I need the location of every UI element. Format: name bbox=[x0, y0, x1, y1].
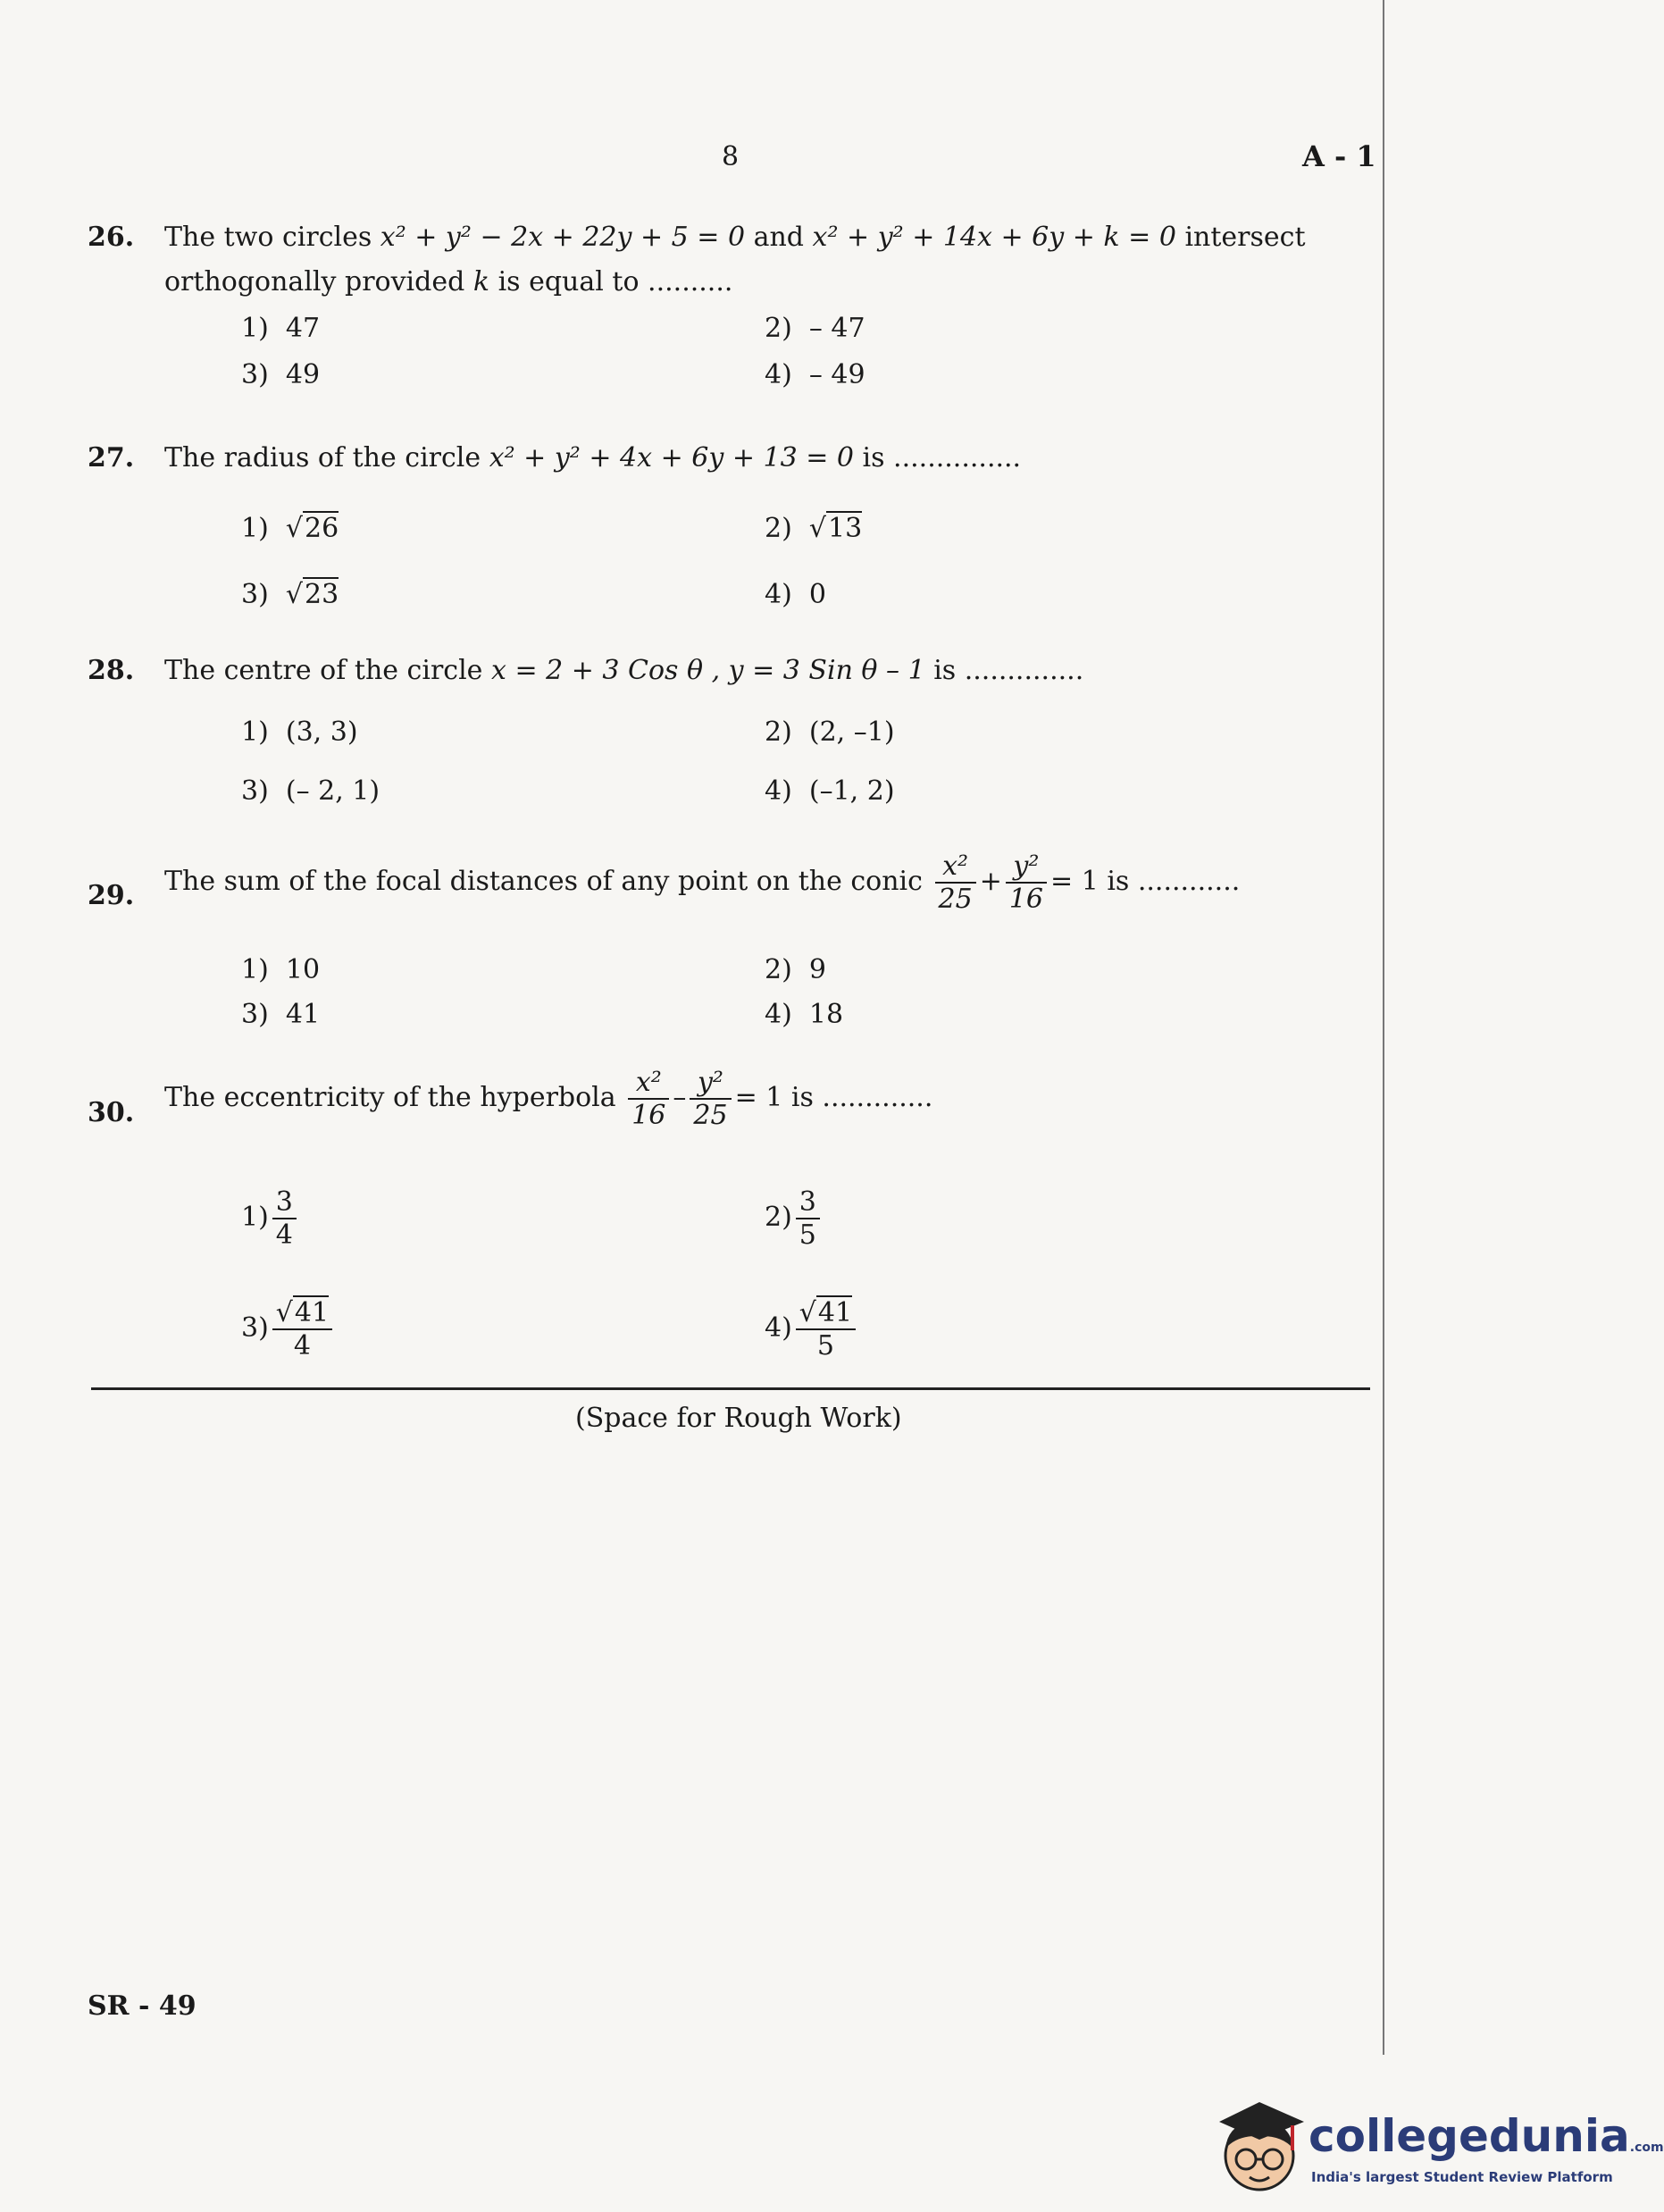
fraction: $\frac{\text{y²}}{25}$ bbox=[690, 1067, 731, 1131]
option: 3) √23 bbox=[241, 579, 339, 610]
fraction: $\frac{\text{x²}}{16}$ bbox=[628, 1067, 669, 1131]
option: 3) 49 bbox=[241, 359, 321, 390]
option: 4) (–1, 2) bbox=[765, 775, 895, 807]
equation: x² + y² − 2x + 22y + 5 = 0 bbox=[380, 222, 746, 253]
option: 4) $\frac{√41}{5}$ bbox=[765, 1297, 859, 1362]
question-number: 27. bbox=[88, 442, 135, 473]
option: 4) 18 bbox=[765, 999, 844, 1030]
option: 3) 41 bbox=[241, 999, 321, 1030]
logo-wordmark: collegedunia.com bbox=[1309, 2110, 1664, 2162]
question-number: 30. bbox=[88, 1097, 135, 1128]
option: 4) 0 bbox=[765, 579, 826, 610]
option: 3) $\frac{√41}{4}$ bbox=[241, 1297, 336, 1362]
fraction: $\frac{\text{y²}}{16}$ bbox=[1006, 850, 1047, 915]
question-text: The two circles x² + y² − 2x + 22y + 5 = 0 and x² + y² + 14x + 6y + k = 0 intersect bbox=[164, 222, 1306, 253]
question-text: The eccentricity of the hyperbola $\frac{\text{x²}}{16}$ – $\frac{\text{y²}}{25}$ = 1 is ............. bbox=[164, 1067, 933, 1131]
option: 2) 9 bbox=[765, 954, 826, 985]
option: 2) – 47 bbox=[765, 313, 865, 344]
option: 1) $\frac{3}{4}$ bbox=[241, 1186, 300, 1251]
option: 1) √26 bbox=[241, 513, 339, 544]
option: 3) (– 2, 1) bbox=[241, 775, 380, 807]
fraction: $\frac{3}{5}$ bbox=[796, 1186, 820, 1251]
option: 4) – 49 bbox=[765, 359, 865, 390]
question-number: 26. bbox=[88, 222, 135, 253]
footer-code: SR - 49 bbox=[88, 1990, 197, 2022]
option: 1) (3, 3) bbox=[241, 716, 358, 748]
question-number: 28. bbox=[88, 655, 135, 686]
option: 2) √13 bbox=[765, 513, 863, 544]
paper-code: A - 1 bbox=[1302, 139, 1376, 173]
option: 1) 10 bbox=[241, 954, 321, 985]
fraction: $\frac{√41}{4}$ bbox=[272, 1297, 332, 1362]
option: 2) $\frac{3}{5}$ bbox=[765, 1186, 824, 1251]
fraction: $\frac{√41}{5}$ bbox=[796, 1297, 856, 1362]
divider bbox=[91, 1387, 1370, 1390]
option: 2) (2, –1) bbox=[765, 716, 895, 748]
question-text: The sum of the focal distances of any point on the conic $\frac{\text{x²}}{25}$ + $\frac{\text{y²}}{16}$ = 1 is ............ bbox=[164, 850, 1241, 915]
fraction: $\frac{\text{x²}}{25}$ bbox=[935, 850, 976, 915]
equation: x² + y² + 4x + 6y + 13 = 0 bbox=[489, 442, 854, 473]
mascot-logo-icon bbox=[1210, 2095, 1309, 2198]
fraction: $\frac{3}{4}$ bbox=[272, 1186, 297, 1251]
page-number: 8 bbox=[722, 141, 740, 172]
margin-line bbox=[1383, 0, 1384, 2055]
rough-work-label: (Space for Rough Work) bbox=[575, 1403, 902, 1434]
question-number: 29. bbox=[88, 880, 135, 911]
equation: x² + y² + 14x + 6y + k = 0 bbox=[812, 222, 1176, 253]
equation: x = 2 + 3 Cos θ , y = 3 Sin θ – 1 bbox=[490, 655, 925, 686]
logo-tagline: India's largest Student Review Platform bbox=[1311, 2169, 1613, 2185]
question-text-line2: orthogonally provided k is equal to .......... bbox=[164, 266, 733, 297]
question-text: The radius of the circle x² + y² + 4x + 6y + 13 = 0 is ............... bbox=[164, 442, 1022, 473]
question-text: The centre of the circle x = 2 + 3 Cos θ , y = 3 Sin θ – 1 is .............. bbox=[164, 655, 1084, 686]
option: 1) 47 bbox=[241, 313, 321, 344]
